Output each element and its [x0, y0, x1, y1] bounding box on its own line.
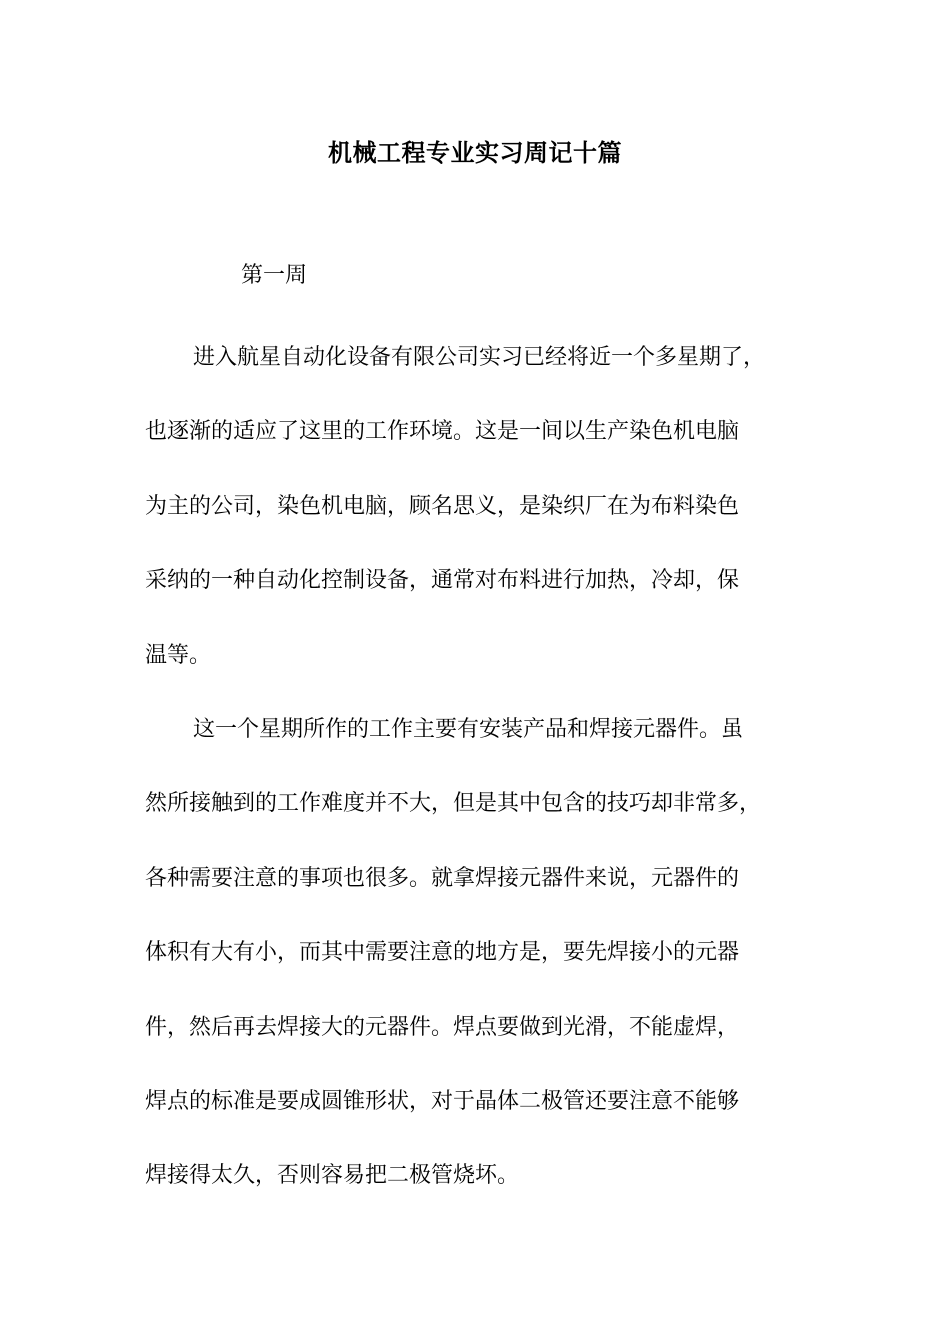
paragraph-2-line-6: 焊点的标准是要成圆锥形状，对于晶体二极管还要注意不能够 [145, 1088, 740, 1114]
paragraph-2-line-1: 这一个星期所作的工作主要有安装产品和焊接元器件。虽 [193, 716, 744, 742]
paragraph-1-line-3: 为主的公司，染色机电脑，顾名思义，是染织厂在为布料染色 [145, 493, 740, 519]
paragraph-2-line-4: 体积有大有小，而其中需要注意的地方是，要先焊接小的元器 [145, 940, 740, 966]
paragraph-2-line-3: 各种需要注意的事项也很多。就拿焊接元器件来说，元器件的 [145, 865, 740, 891]
paragraph-2-line-5: 件，然后再去焊接大的元器件。焊点要做到光滑，不能虚焊， [145, 1014, 740, 1040]
paragraph-1-line-2: 也逐渐的适应了这里的工作环境。这是一间以生产染色机电脑 [145, 419, 740, 445]
document-title: 机械工程专业实习周记十篇 [328, 138, 622, 167]
paragraph-1-line-1: 进入航星自动化设备有限公司实习已经将近一个多星期了， [193, 345, 766, 370]
section-heading: 第一周 [241, 263, 308, 288]
paragraph-1-line-4: 采纳的一种自动化控制设备，通常对布料进行加热，冷却，保 [145, 568, 740, 594]
body-text [145, 321, 835, 1214]
paragraph-2-line-2: 然所接触到的工作难度并不大，但是其中包含的技巧却非常多， [145, 791, 762, 817]
paragraph-2-line-7: 焊接得太久，否则容易把二极管烧坏。 [145, 1163, 520, 1189]
paragraph-1-line-5: 温等。 [145, 642, 212, 668]
